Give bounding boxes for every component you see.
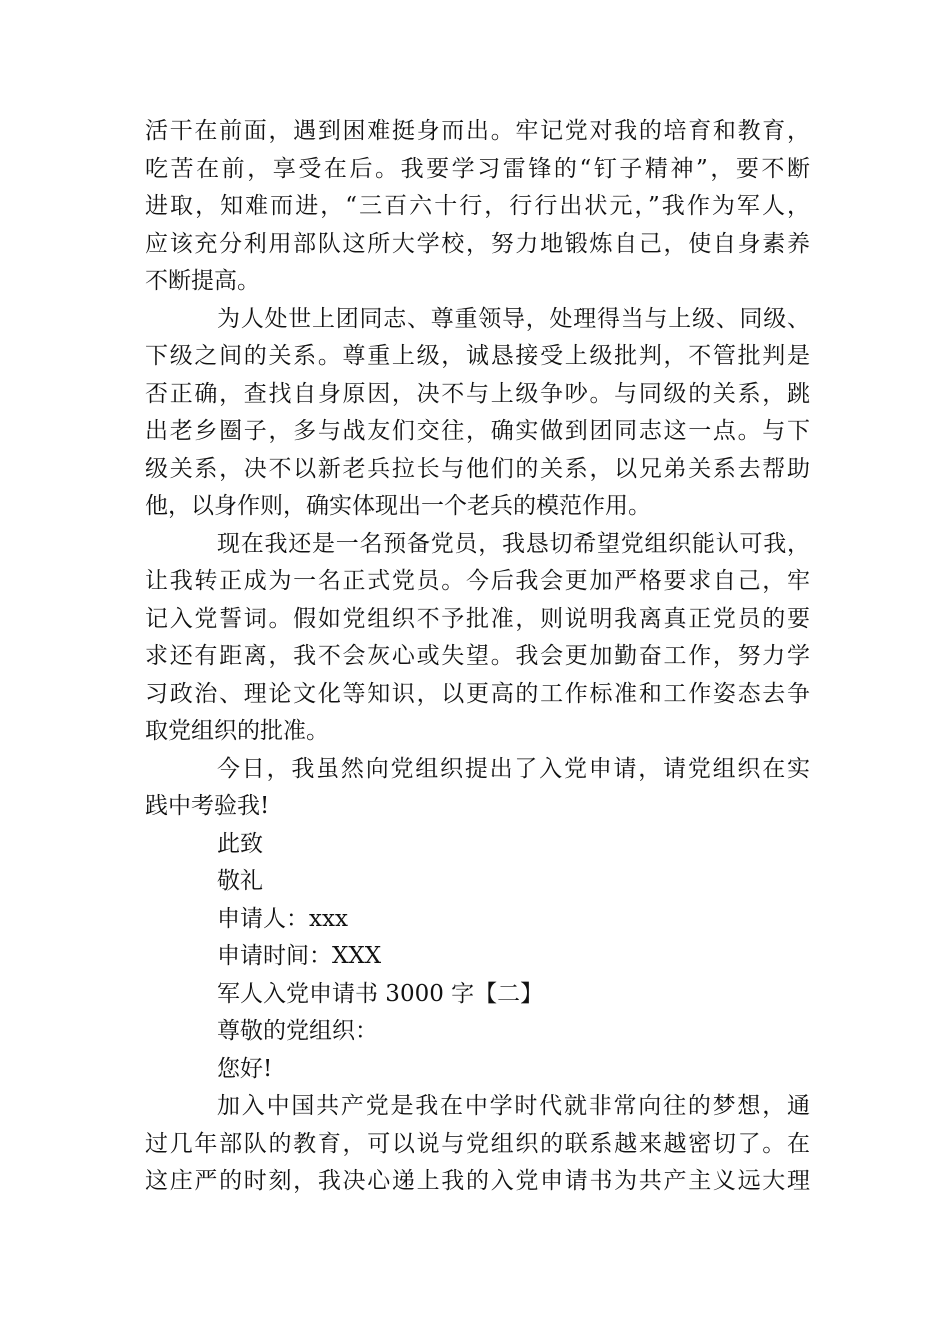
- text-line: 今日，我虽然向党组织提出了入党申请，请党组织在实: [217, 755, 810, 782]
- applicant-line: 申请人：xxx: [217, 905, 348, 932]
- paragraph-4: [145, 751, 810, 826]
- text-line: 习政治、理论文化等知识，以更高的工作标准和工作姿态去争: [145, 680, 810, 707]
- date-line: 申请时间：XXX: [217, 943, 382, 969]
- document-page: [145, 113, 810, 1201]
- greeting-hello: 您好!: [217, 1055, 273, 1082]
- text-line: 活干在前面，遇到困难挺身而出。牢记党对我的培育和教育，: [145, 118, 810, 144]
- paragraph-5: [145, 1088, 810, 1201]
- text-line: 践中考验我!: [145, 793, 270, 819]
- section-title: 军人入党申请书 3000 字【二】: [217, 980, 544, 1007]
- text-line: 出老乡圈子，多与战友们交往，确实做到团同志这一点。与下: [145, 418, 810, 444]
- text-line: 加入中国共产党是我在中学时代就非常向往的梦想，通: [217, 1093, 810, 1119]
- text-line: 过几年部队的教育，可以说与党组织的联系越来越密切了。在: [145, 1130, 810, 1157]
- greeting-to: 尊敬的党组织：: [217, 1018, 378, 1044]
- text-line: 吃苦在前，享受在后。我要学习雷锋的“钉子精神”，要不断: [145, 155, 810, 182]
- salutation-line-2: 敬礼: [217, 868, 263, 894]
- text-line: 下级之间的关系。尊重上级，诚恳接受上级批判，不管批判是: [145, 343, 810, 369]
- paragraph-1: [145, 113, 810, 301]
- text-line: 现在我还是一名预备党员，我恳切希望党组织能认可我，: [217, 530, 810, 557]
- salutation-line-1: 此致: [217, 830, 263, 857]
- paragraph-2: [145, 301, 810, 526]
- text-line: 为人处世上团同志、尊重领导，处理得当与上级、同级、: [217, 305, 810, 332]
- text-line: 应该充分利用部队这所大学校，努力地锻炼自己，使自身素养: [145, 230, 810, 257]
- closing-block: [145, 826, 810, 1089]
- text-line: 级关系，决不以新老兵拉长与他们的关系，以兄弟关系去帮助: [145, 455, 810, 482]
- text-line: 进取，知难而进，“三百六十行，行行出状元，”我作为军人，: [145, 193, 810, 219]
- text-line: 取党组织的批准。: [145, 718, 329, 744]
- text-line: 否正确，查找自身原因，决不与上级争吵。与同级的关系，跳: [145, 380, 810, 407]
- text-line: 让我转正成为一名正式党员。今后我会更加严格要求自己，牢: [145, 568, 810, 594]
- text-line: 求还有距离，我不会灰心或失望。我会更加勤奋工作，努力学: [145, 643, 810, 669]
- paragraph-3: [145, 526, 810, 751]
- text-line: 这庄严的时刻，我决心递上我的入党申请书为共产主义远大理: [145, 1168, 810, 1194]
- text-line: 他，以身作则，确实体现出一个老兵的模范作用。: [145, 493, 651, 519]
- text-line: 不断提高。: [145, 268, 260, 294]
- text-line: 记入党誓词。假如党组织不予批准，则说明我离真正党员的要: [145, 605, 810, 632]
